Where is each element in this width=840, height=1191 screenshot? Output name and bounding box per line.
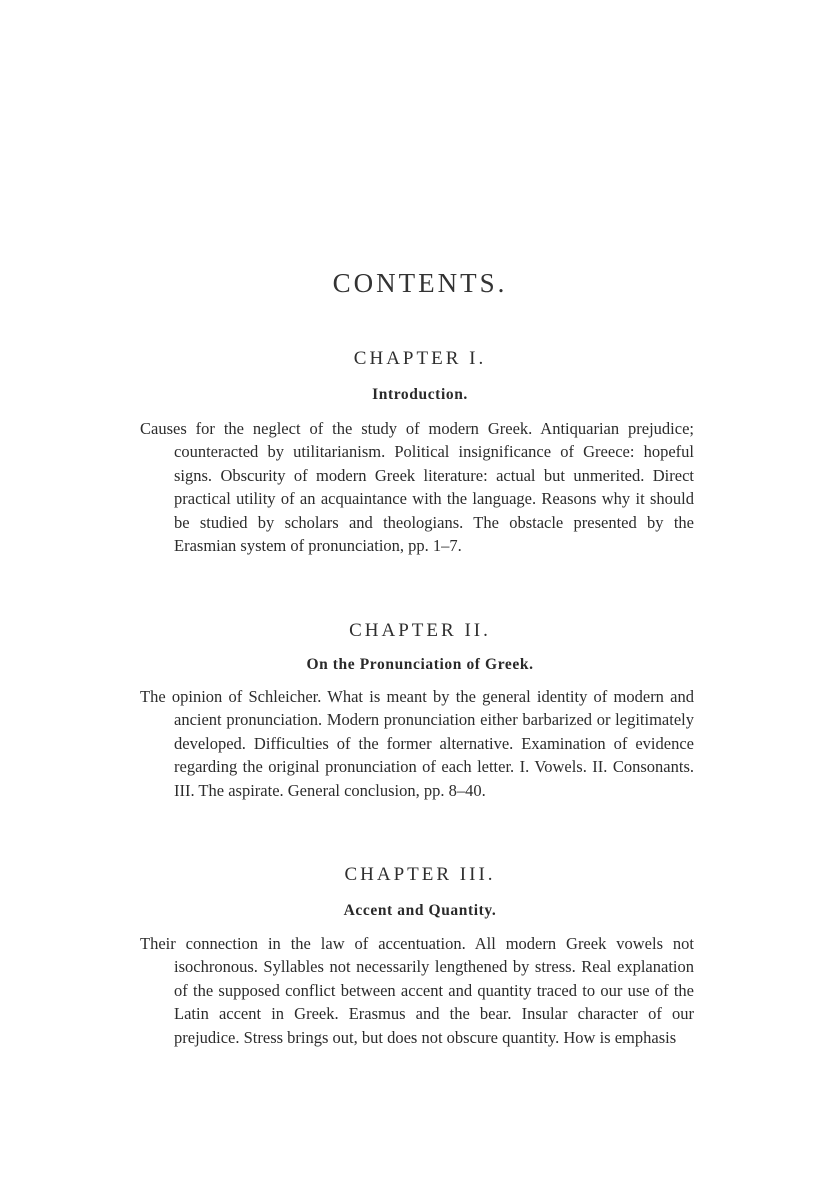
chapter-subtitle: On the Pronunciation of Greek. — [306, 656, 534, 673]
chapter-heading: CHAPTER III. — [344, 864, 496, 885]
page-title: CONTENTS. — [332, 268, 508, 298]
chapter-summary: The opinion of Schleicher. What is meant by the general identity of modern and ancient pronunciation. Modern pronunciation either barbarized or legitimately developed. Difficulties of the former alternative. Examination of evidence regarding the original pronunciation of each letter. I. Vowels. II. Consonants. III. The aspirate. General conclusion, pp. 8–40. — [140, 687, 694, 800]
chapter-subtitle: Introduction. — [372, 386, 468, 403]
chapter-heading: CHAPTER II. — [349, 620, 491, 641]
chapter-summary: Their connection in the law of accentuation. All modern Greek vowels not isochronous. Syllables not necessarily lengthened by stress. Real explanation of the supposed conflict between accent and quantity traced to our use of the Latin accent in Greek. Erasmus and the bear. Insular character of our prejudice. Stress brings out, but does not obscure quantity. How is emphasis — [140, 934, 694, 1047]
chapter-summary: Causes for the neglect of the study of modern Greek. Antiquarian prejudice; counteracted by utilitarianism. Political insignificance of Greece: hopeful signs. Obscurity of modern Greek literature: actual but unmerited. Direct practical utility of an acquaintance with the language. Reasons why it should be studied by scholars and theologians. The obstacle presented by the Erasmian system of pronunciation, pp. 1–7. — [140, 419, 694, 556]
chapter-subtitle: Accent and Quantity. — [343, 902, 497, 919]
chapter-heading: CHAPTER I. — [353, 348, 487, 369]
